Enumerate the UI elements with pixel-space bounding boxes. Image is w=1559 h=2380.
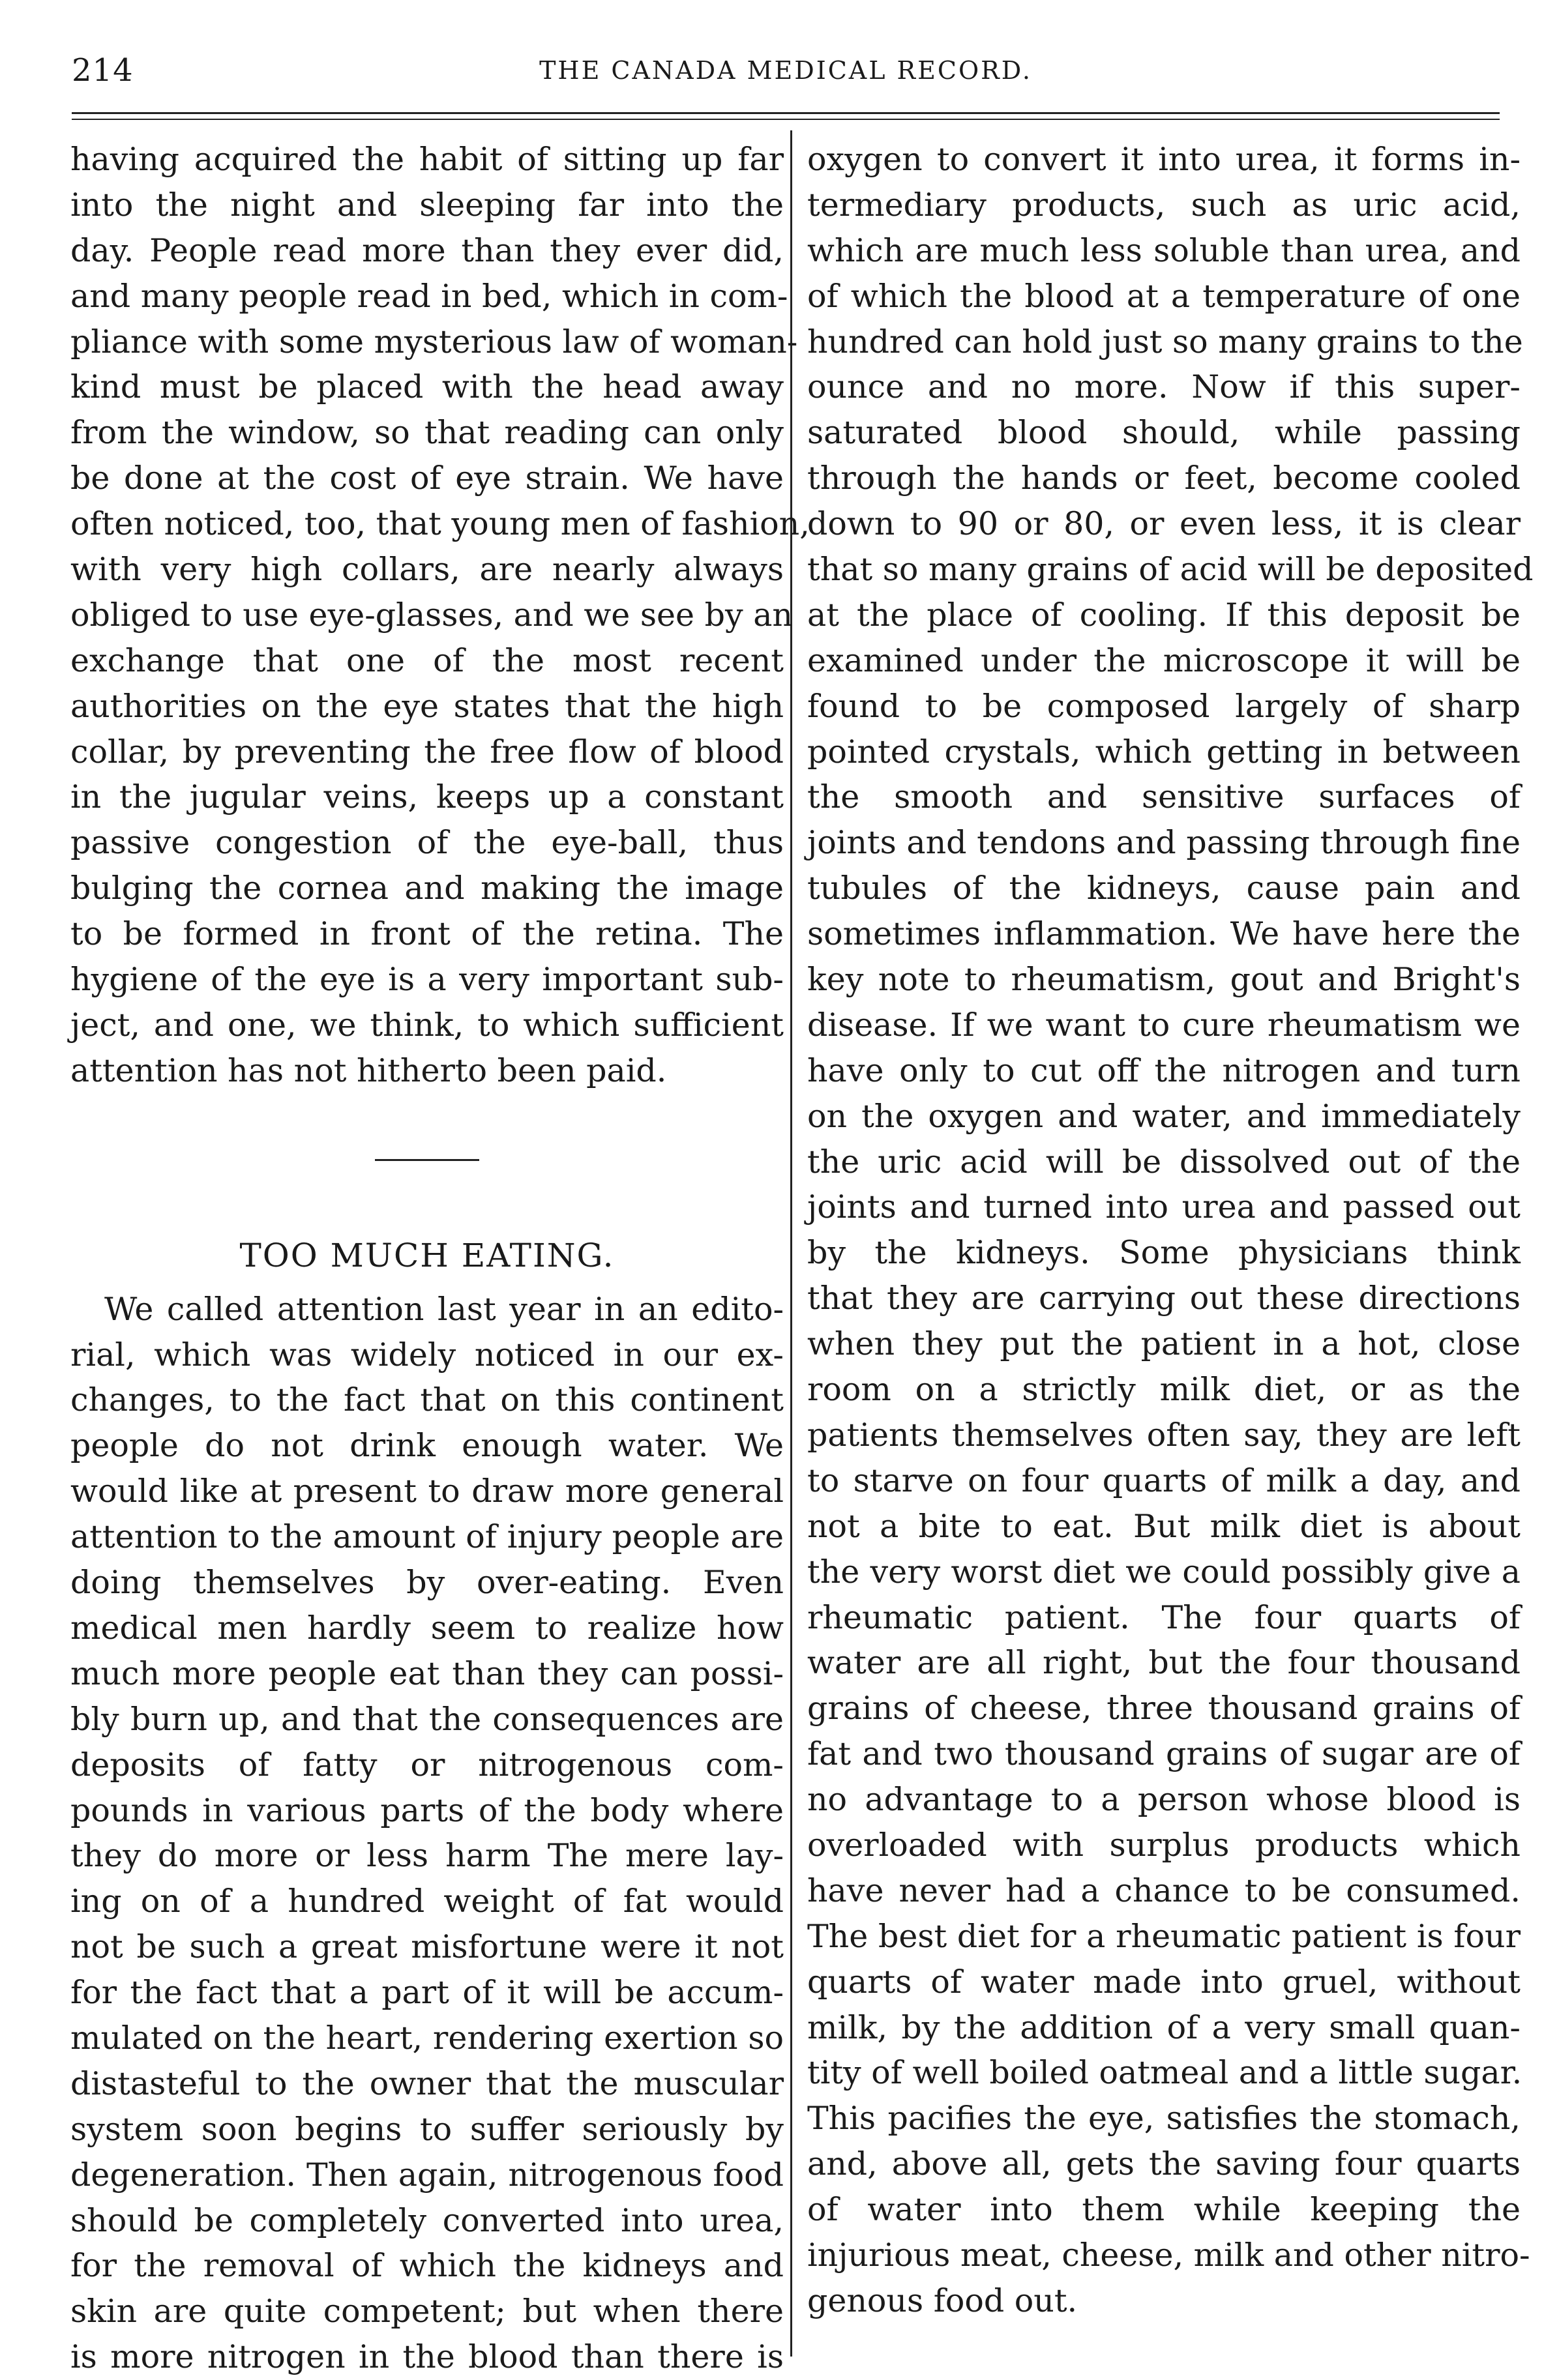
text-line: authorities on the eye states that the high <box>70 687 784 725</box>
text-line: found to be composed largely of sharp <box>807 687 1521 725</box>
text-line: no advantage to a person whose blood is <box>807 1781 1521 1819</box>
text-line: have only to cut off the nitrogen and turn <box>807 1051 1521 1089</box>
text-line: joints and tendons and passing through fine <box>807 824 1521 862</box>
text-line: would like at present to draw more general <box>70 1473 784 1510</box>
text-line: changes, to the fact that on this continent <box>70 1381 784 1419</box>
text-line: to be formed in front of the retina. The <box>70 915 784 953</box>
text-line: fat and two thousand grains of sugar are of <box>807 1735 1521 1773</box>
text-line: tity of well boiled oatmeal and a little sugar. <box>807 2054 1522 2092</box>
page-number: 214 <box>72 52 134 89</box>
text-line: on the oxygen and water, and immediately <box>807 1097 1521 1135</box>
text-line: distasteful to the owner that the muscular <box>70 2064 784 2102</box>
text-line: for the removal of which the kidneys and <box>70 2247 784 2285</box>
text-line: degeneration. Then again, nitrogenous food <box>70 2156 784 2194</box>
text-line: water are all right, but the four thousand <box>807 1644 1521 1682</box>
text-line: kind must be placed with the head away <box>70 368 784 406</box>
paragraph-too-much-eating <box>70 1287 784 2380</box>
text-line: joints and turned into urea and passed out <box>807 1188 1521 1226</box>
text-line: for the fact that a part of it will be accum- <box>70 1974 784 2012</box>
text-line: key note to rheumatism, gout and Bright's <box>807 961 1521 999</box>
text-line: hygiene of the eye is a very important sub- <box>70 961 784 999</box>
text-line: termediary products, such as uric acid, <box>807 186 1521 224</box>
text-line: disease. If we want to cure rheumatism we <box>807 1006 1521 1044</box>
text-line: saturated blood should, while passing <box>807 414 1521 452</box>
text-line: rheumatic patient. The four quarts of <box>807 1598 1521 1636</box>
text-line: have never had a chance to be consumed. <box>807 1872 1521 1909</box>
text-line: day. People read more than they ever did, <box>70 231 784 269</box>
text-line: injurious meat, cheese, milk and other nitro- <box>807 2236 1530 2274</box>
text-line: sometimes inflammation. We have here the <box>807 915 1521 953</box>
text-line: through the hands or feet, become cooled <box>807 460 1521 497</box>
column-divider <box>790 130 792 2357</box>
text-line: in the jugular veins, keeps up a constant <box>70 778 784 816</box>
text-line: examined under the microscope it will be <box>807 641 1521 679</box>
text-line: We called attention last year in an edito- <box>104 1290 784 1328</box>
text-line: be done at the cost of eye strain. We have <box>70 460 784 497</box>
text-line: doing themselves by over-eating. Even <box>70 1564 784 1602</box>
text-line: quarts of water made into gruel, without <box>807 1963 1521 2001</box>
text-line: patients themselves often say, they are left <box>807 1416 1521 1454</box>
text-line: often noticed, too, that young men of fashion, <box>70 505 810 543</box>
text-line: people do not drink enough water. We <box>70 1427 784 1465</box>
text-line: hundred can hold just so many grains to the <box>807 323 1523 360</box>
page-header <box>72 52 1500 104</box>
text-line: and, above all, gets the saving four quarts <box>807 2145 1521 2183</box>
text-line: of which the blood at a temperature of one <box>807 277 1521 315</box>
text-line: into the night and sleeping far into the <box>70 186 784 224</box>
text-line: mulated on the heart, rendering exertion so <box>70 2019 784 2057</box>
paragraph-uric-acid <box>807 137 1534 2324</box>
text-line: which are much less soluble than urea, and <box>807 231 1521 269</box>
text-line: at the place of cooling. If this deposit be <box>807 596 1521 634</box>
text-line: ounce and no more. Now if this super- <box>807 368 1521 406</box>
text-line: overloaded with surplus products which <box>807 1826 1521 1864</box>
text-line: pliance with some mysterious law of woman- <box>70 323 798 360</box>
paragraph-eye-hygiene <box>70 137 810 1094</box>
text-line: This pacifies the eye, satisfies the stomach, <box>807 2100 1521 2138</box>
text-line: obliged to use eye-glasses, and we see by an <box>70 596 793 634</box>
right-column <box>807 137 1534 2324</box>
text-line: of water into them while keeping the <box>807 2191 1521 2229</box>
text-line: medical men hardly seem to realize how <box>70 1609 784 1647</box>
text-line: with very high collars, are nearly always <box>70 551 784 589</box>
text-line: when they put the patient in a hot, close <box>807 1325 1521 1363</box>
header-rule-secondary <box>72 119 1500 120</box>
header-rule <box>72 112 1500 114</box>
text-line: bulging the cornea and making the image <box>70 870 784 907</box>
text-line: from the window, so that reading can only <box>70 414 784 452</box>
text-line: ing on of a hundred weight of fat would <box>70 1883 784 1920</box>
text-line: not a bite to eat. But milk diet is about <box>807 1507 1521 1545</box>
text-line: room on a strictly milk diet, or as the <box>807 1371 1521 1409</box>
text-line: attention has not hitherto been paid. <box>70 1051 667 1089</box>
text-line: that so many grains of acid will be deposited <box>807 551 1534 589</box>
text-line: collar, by preventing the free flow of blood <box>70 733 784 771</box>
text-line: having acquired the habit of sitting up far <box>70 141 784 178</box>
text-line: the smooth and sensitive surfaces of <box>807 778 1521 816</box>
text-line: rial, which was widely noticed in our ex- <box>70 1336 784 1374</box>
text-line: much more people eat than they can possi- <box>70 1654 784 1692</box>
text-line: bly burn up, and that the consequences are <box>70 1700 784 1738</box>
text-line: oxygen to convert it into urea, it forms in- <box>807 141 1521 178</box>
text-line: skin are quite competent; but when there <box>70 2293 784 2330</box>
text-line: and many people read in bed, which in com- <box>70 277 788 315</box>
left-column <box>70 137 810 2380</box>
text-line: should be completely converted into urea, <box>70 2201 784 2239</box>
text-line: by the kidneys. Some physicians think <box>807 1234 1521 1272</box>
text-line: pointed crystals, which getting in between <box>807 733 1521 771</box>
running-title: THE CANADA MEDICAL RECORD. <box>539 56 1032 85</box>
text-line: grains of cheese, three thousand grains of <box>807 1690 1521 1727</box>
text-line: down to 90 or 80, or even less, it is clear <box>807 505 1521 543</box>
text-line: not be such a great misfortune were it not <box>70 1928 784 1966</box>
section-heading: TOO MUCH EATING. <box>239 1236 615 1274</box>
text-line: is more nitrogen in the blood than there is <box>70 2338 784 2376</box>
text-line: the very worst diet we could possibly give a <box>807 1553 1521 1591</box>
text-line: the uric acid will be dissolved out of the <box>807 1143 1521 1181</box>
text-line: exchange that one of the most recent <box>70 641 784 679</box>
text-line: pounds in various parts of the body where <box>70 1791 784 1829</box>
text-line: milk, by the addition of a very small quan- <box>807 2008 1521 2046</box>
text-line: tubules of the kidneys, cause pain and <box>807 870 1521 907</box>
text-line: attention to the amount of injury people are <box>70 1518 784 1556</box>
text-line: ject, and one, we think, to which sufficient <box>70 1006 784 1044</box>
text-line: system soon begins to suffer seriously by <box>70 2110 784 2148</box>
text-line: passive congestion of the eye-ball, thus <box>70 824 784 862</box>
text-line: The best diet for a rheumatic patient is four <box>807 1917 1521 1955</box>
text-line: to starve on four quarts of milk a day, and <box>807 1462 1521 1499</box>
text-line: they do more or less harm The mere lay- <box>70 1837 784 1875</box>
text-line: genous food out. <box>807 2282 1078 2319</box>
text-line: deposits of fatty or nitrogenous com- <box>70 1746 784 1784</box>
text-line: that they are carrying out these directions <box>807 1280 1521 1317</box>
